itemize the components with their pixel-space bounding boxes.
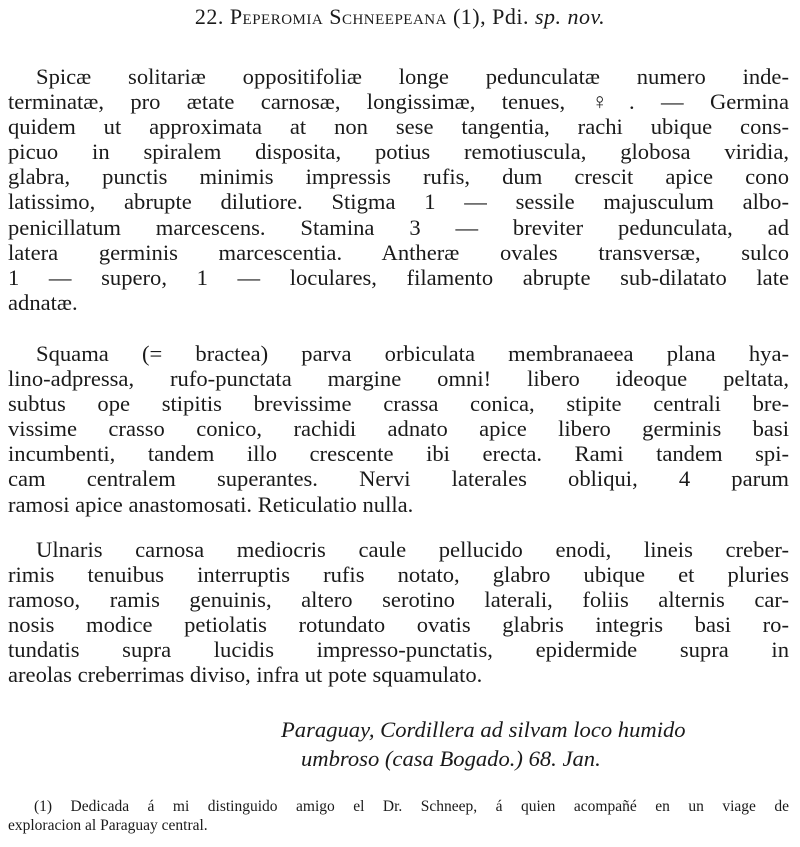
text-line: picuo in spiralem disposita, potius remotiuscula, globosa viridia,: [8, 139, 789, 165]
text-line: Ulnaris carnosa mediocris caule pellucido enodi, lineis creber-: [36, 537, 789, 562]
text-line: vissime crasso conico, rachidi adnato apice libero germinis basi: [8, 416, 789, 442]
text-line: latera germinis marcescentia. Antheræ ovales transversæ, sulco: [8, 239, 789, 265]
footnote: [8, 797, 789, 835]
text-line: ramosi apice anastomosati. Reticulatio nulla.: [8, 491, 414, 517]
text-line: latissimo, abrupte dilutiore. Stigma 1 — sessile majusculum albo-: [8, 189, 789, 215]
text-line: subtus ope stipitis brevissime crassa conica, stipite centrali bre-: [8, 391, 789, 417]
text-line: penicillatum marcescens. Stamina 3 — breviter pedunculata, ad: [8, 214, 789, 240]
text-line: incumbenti, tandem illo crescente ibi erecta. Rami tandem spi-: [8, 441, 789, 467]
text-line: 1 — supero, 1 — loculares, filamento abrupte sub-dilatato late: [8, 264, 789, 290]
text-line: Squama (= bractea) parva orbiculata membranaeea plana hya-: [36, 341, 789, 366]
text-line: cam centralem superantes. Nervi laterales obliqui, 4 parum: [8, 466, 789, 492]
species-number: 22.: [194, 4, 224, 29]
text-line: tundatis supra lucidis impresso-punctatis, epidermide supra in: [8, 637, 789, 663]
locality-line: Paraguay, Cordillera ad silvam loco humido: [281, 717, 686, 742]
text-line: areolas creberrimas diviso, infra ut pote squamulato.: [8, 662, 483, 688]
text-line: adnatæ.: [8, 289, 78, 315]
paragraph-bract-description: [8, 341, 789, 517]
text-line: glabra, punctis minimis impressis rufis, dum crescit apice cono: [8, 164, 789, 190]
taxon-status: sp. nov.: [534, 4, 606, 29]
text-line: rimis tenuibus interruptis rufis notato, glabro ubique et pluries: [8, 562, 789, 588]
species-heading: [0, 4, 800, 30]
paragraph-spike-description: [8, 64, 789, 315]
author-abbreviation: Pdi.: [492, 4, 529, 29]
text-line: lino-adpressa, rufo-punctata margine omni! libero ideoque peltata,: [8, 366, 789, 392]
footnote-line: exploracion al Paraguay central.: [8, 817, 208, 834]
footnote-reference: (1),: [452, 4, 487, 29]
text-line: nosis modice petiolatis rotundato ovatis glabris integris basi ro-: [8, 612, 789, 638]
species-epithet: Schneepeana: [329, 4, 447, 29]
paragraph-habit-description: [8, 537, 789, 688]
footnote-line: (1) Dedicada á mi distinguido amigo el Dr. Schneep, á quien acompañé en un viage de: [34, 798, 789, 815]
text-line: terminatæ, pro ætate carnosæ, longissimæ, tenues, ♀. — Germina: [8, 89, 789, 115]
genus-name: Peperomia: [229, 4, 324, 29]
locality-line: umbroso (casa Bogado.) 68. Jan.: [301, 746, 601, 771]
text-line: Spicæ solitariæ oppositifoliæ longe pedunculatæ numero inde-: [36, 64, 789, 89]
text-line: quidem ut approximata at non sese tangentia, rachi ubique cons-: [8, 114, 789, 140]
text-line: ramoso, ramis genuinis, altero serotino laterali, foliis alternis car-: [8, 587, 789, 613]
